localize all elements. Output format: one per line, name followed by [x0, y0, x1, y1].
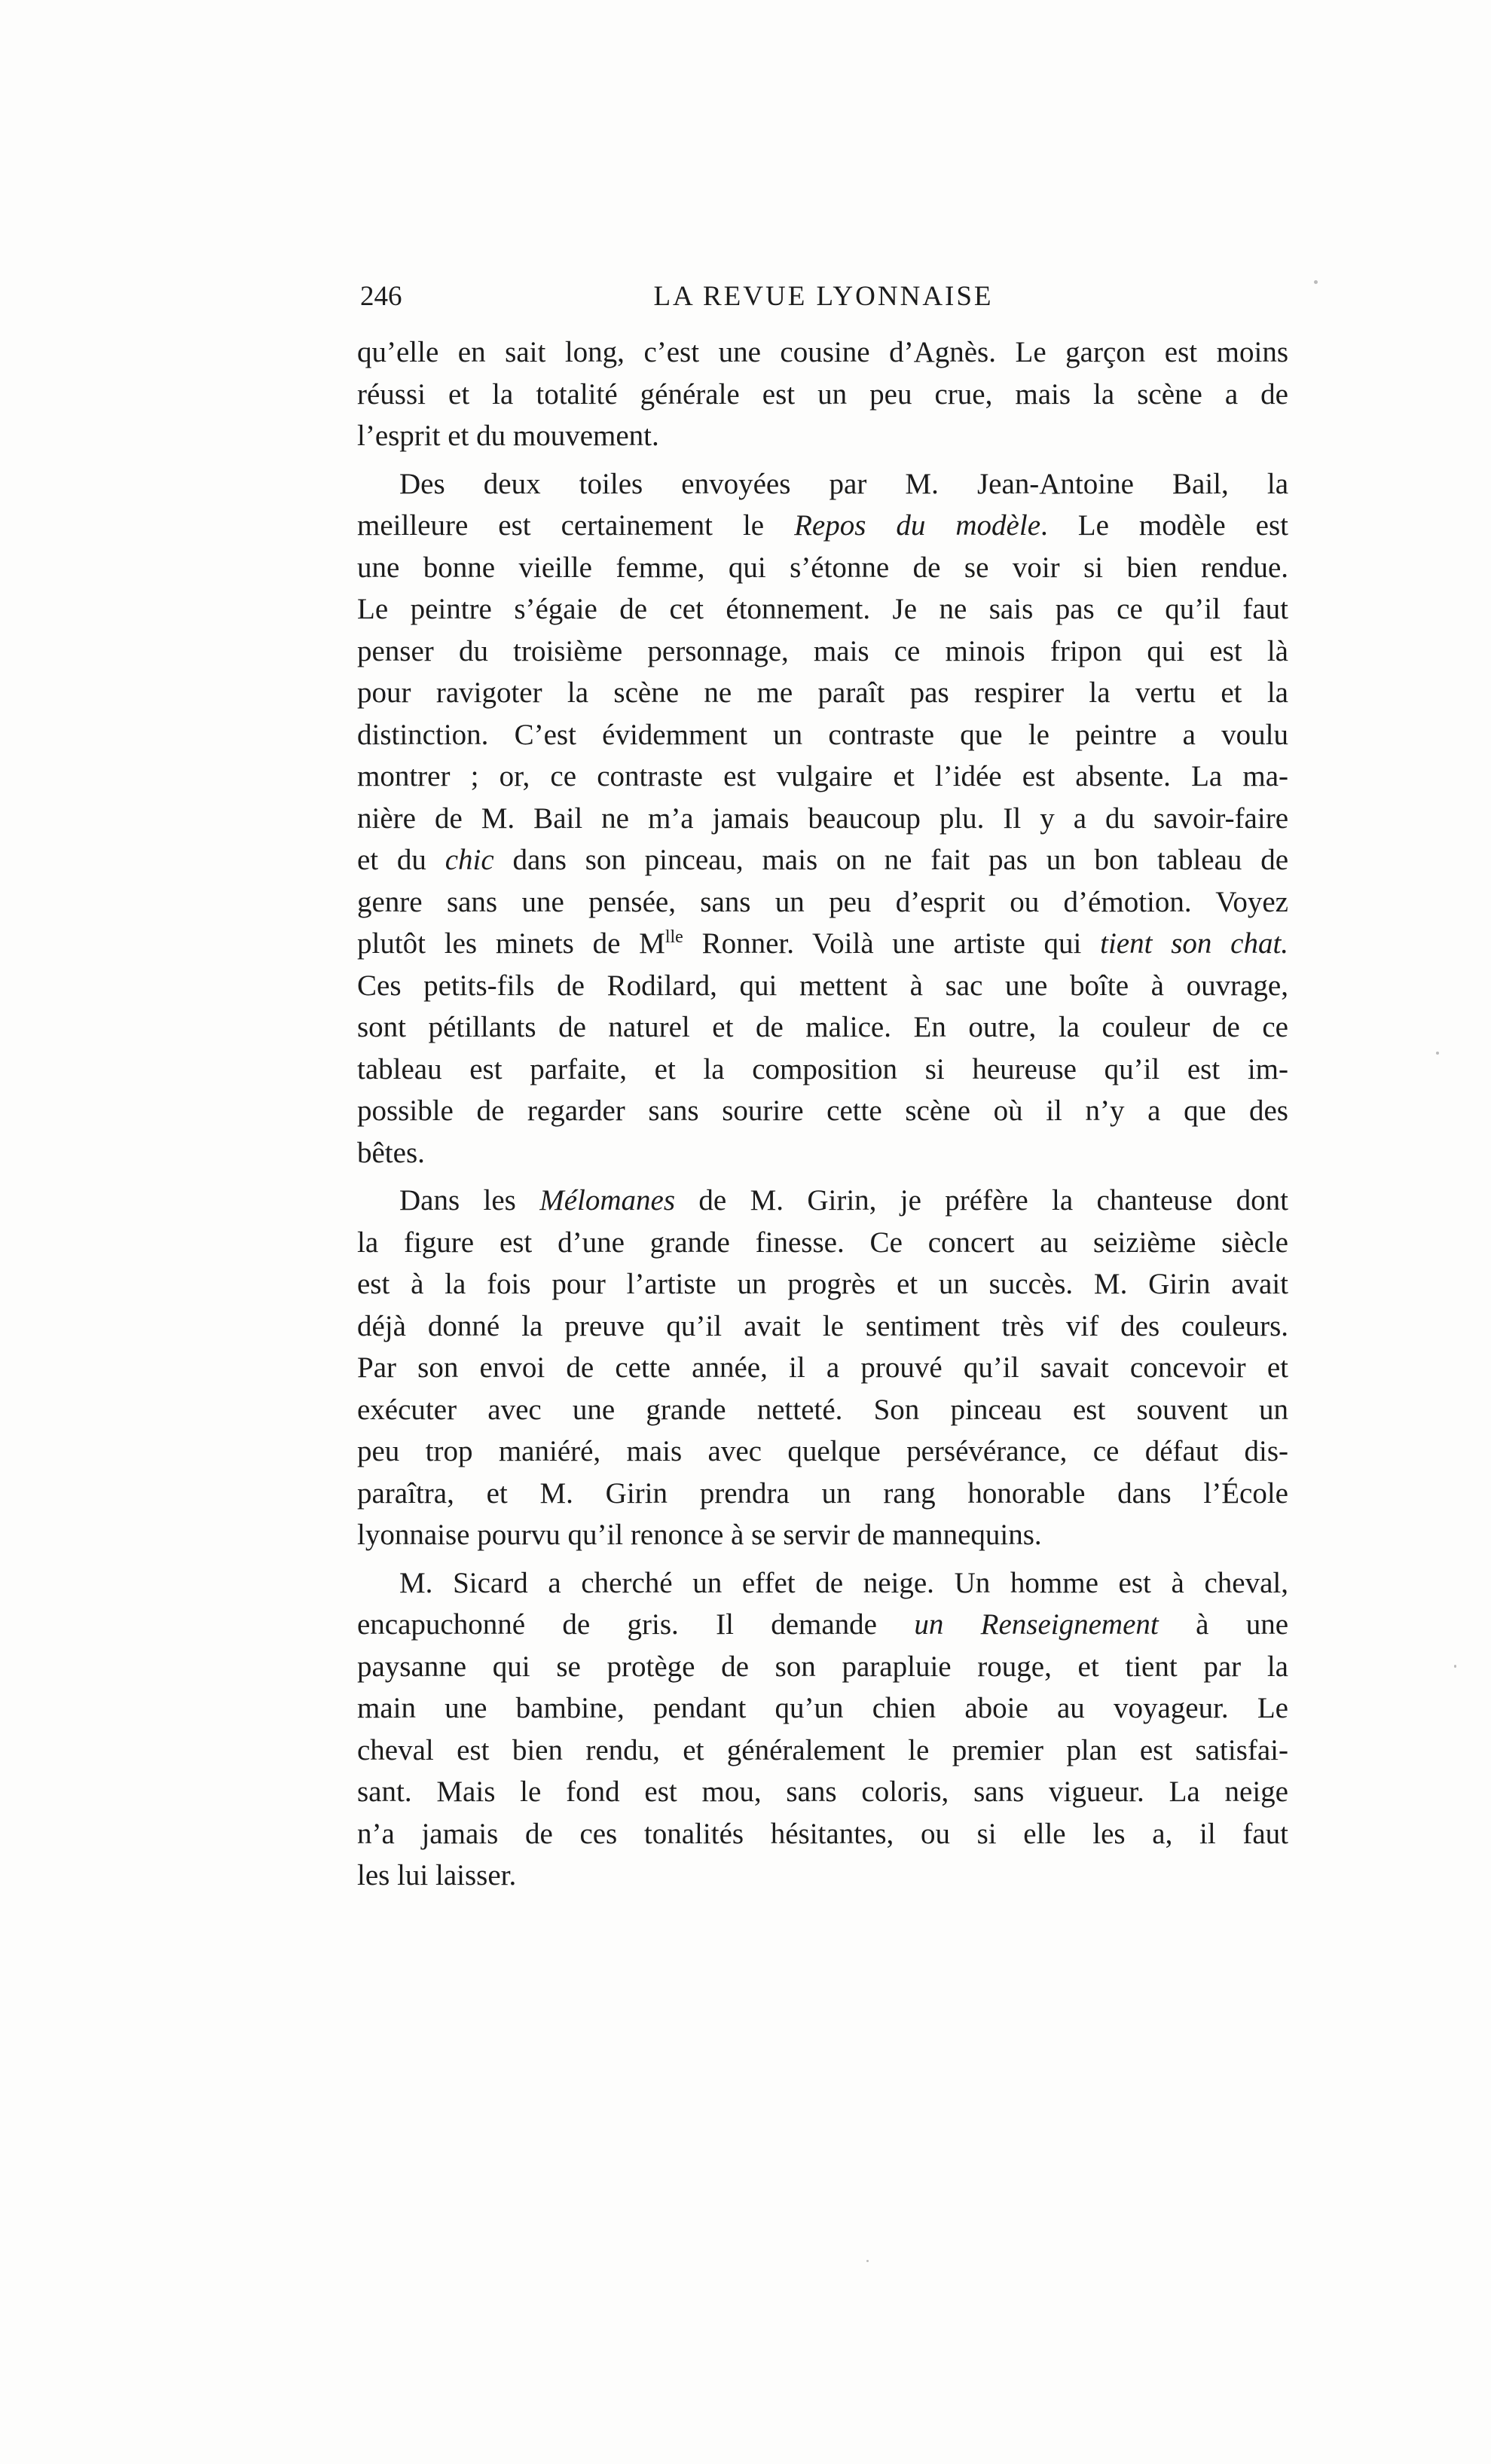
text-line: meilleure est certainement le Repos du modèle. Le modèle est [357, 509, 1288, 542]
paragraph [357, 1180, 1288, 1556]
body-text [357, 331, 1288, 1897]
artwork-title: un Renseignement [914, 1608, 1159, 1641]
text-line: Le peintre s’égaie de cet étonnement. Je ne sais pas ce qu’il faut [357, 593, 1288, 625]
ink-speck [866, 2260, 869, 2262]
text-line: tableau est parfaite, et la composition si heureuse qu’il est im- [357, 1052, 1288, 1085]
text-line: Dans les Mélomanes de M. Girin, je préfère la chanteuse dont [399, 1184, 1289, 1217]
text-line: la figure est d’une grande finesse. Ce concert au seizième siècle [357, 1226, 1288, 1259]
text-line: sont pétillants de naturel et de malice. En outre, la couleur de ce [357, 1011, 1288, 1043]
journal-title: LA REVUE LYONNAISE [653, 281, 994, 312]
text-line: cheval est bien rendu, et généralement le premier plan est satisfai- [357, 1733, 1288, 1766]
paragraph [357, 1562, 1288, 1897]
text-line: plutôt les minets de $M^{lle}$ Ronner. Voilà une artiste qui tient son chat. [357, 927, 1289, 960]
text-line: genre sans une pensée, sans un peu d’esprit ou d’émotion. Voyez [357, 885, 1288, 918]
text-line: distinction. C’est évidemment un contraste que le peintre a voulu [357, 718, 1288, 751]
paragraph [357, 463, 1288, 1174]
text-line: et du chic dans son pinceau, mais on ne fait pas un bon tableau de [357, 844, 1289, 876]
ink-speck [1436, 1052, 1439, 1055]
text-line: qu’elle en sait long, c’est une cousine d’Agnès. Le garçon est moins [357, 336, 1288, 368]
text-line: Ces petits-fils de Rodilard, qui mettent à sac une boîte à ouvrage, [357, 969, 1288, 1002]
text-line: est à la fois pour l’artiste un progrès et un succès. M. Girin avait [357, 1268, 1288, 1300]
text-line: nière de M. Bail ne m’a jamais beaucoup plu. Il y a du savoir-faire [357, 801, 1288, 835]
text-line: déjà donné la preuve qu’il avait le sentiment très vif des couleurs. [357, 1309, 1288, 1342]
text-line: peu trop maniéré, mais avec quelque persévérance, ce défaut dis- [357, 1435, 1288, 1467]
text-line: l’esprit et du mouvement. [357, 420, 659, 452]
text-line: sant. Mais le fond est mou, sans coloris, sans vigueur. La neige [357, 1775, 1288, 1808]
text-line: pour ravigoter la scène ne me paraît pas respirer la vertu et la [357, 676, 1288, 709]
text-line: exécuter avec une grande netteté. Son pinceau est souvent un [357, 1393, 1288, 1426]
text-line: M. Sicard a cherché un effet de neige. Un homme est à cheval, [399, 1566, 1288, 1599]
ink-speck [1314, 280, 1318, 284]
text-line: réussi et la totalité générale est un peu crue, mais la scène a de [357, 377, 1288, 411]
text-line: lyonnaise pourvu qu’il renonce à se servir de mannequins. [357, 1519, 1042, 1551]
artwork-title: Mélomanes [539, 1184, 676, 1217]
text-line: possible de regarder sans sourire cette scène où il n’y a que des [357, 1095, 1288, 1127]
text-line: encapuchonné de gris. Il demande un Renseignement à une [357, 1608, 1289, 1641]
emphasis: tient son chat. [1100, 927, 1289, 960]
text-line: montrer ; or, ce contraste est vulgaire et l’idée est absente. La ma- [357, 760, 1288, 792]
text-line: paraîtra, et M. Girin prendra un rang honorable dans l’École [357, 1476, 1288, 1510]
ink-speck [1454, 1665, 1456, 1668]
text-line: les lui laisser. [357, 1859, 517, 1892]
text-line: n’a jamais de ces tonalités hésitantes, ou si elle les a, il faut [357, 1817, 1288, 1850]
emphasis: chic [445, 844, 494, 876]
page-number: 246 [360, 281, 402, 312]
paragraph [357, 331, 1288, 457]
text-line: main une bambine, pendant qu’un chien aboie au voyageur. Le [357, 1692, 1288, 1724]
text-line: une bonne vieille femme, qui s’étonne de se voir si bien rendue. [357, 551, 1288, 584]
running-head [360, 279, 1287, 315]
artwork-title: Repos du modèle [794, 509, 1041, 542]
superscript: lle [665, 927, 683, 947]
text-line: Par son envoi de cette année, il a prouvé qu’il savait concevoir et [357, 1351, 1288, 1384]
text-line: bêtes. [357, 1136, 425, 1169]
text-line: penser du troisième personnage, mais ce minois fripon qui est là [357, 634, 1288, 667]
text-line: paysanne qui se protège de son parapluie rouge, et tient par la [357, 1650, 1288, 1683]
text-line: Des deux toiles envoyées par M. Jean-Antoine Bail, la [399, 467, 1288, 500]
